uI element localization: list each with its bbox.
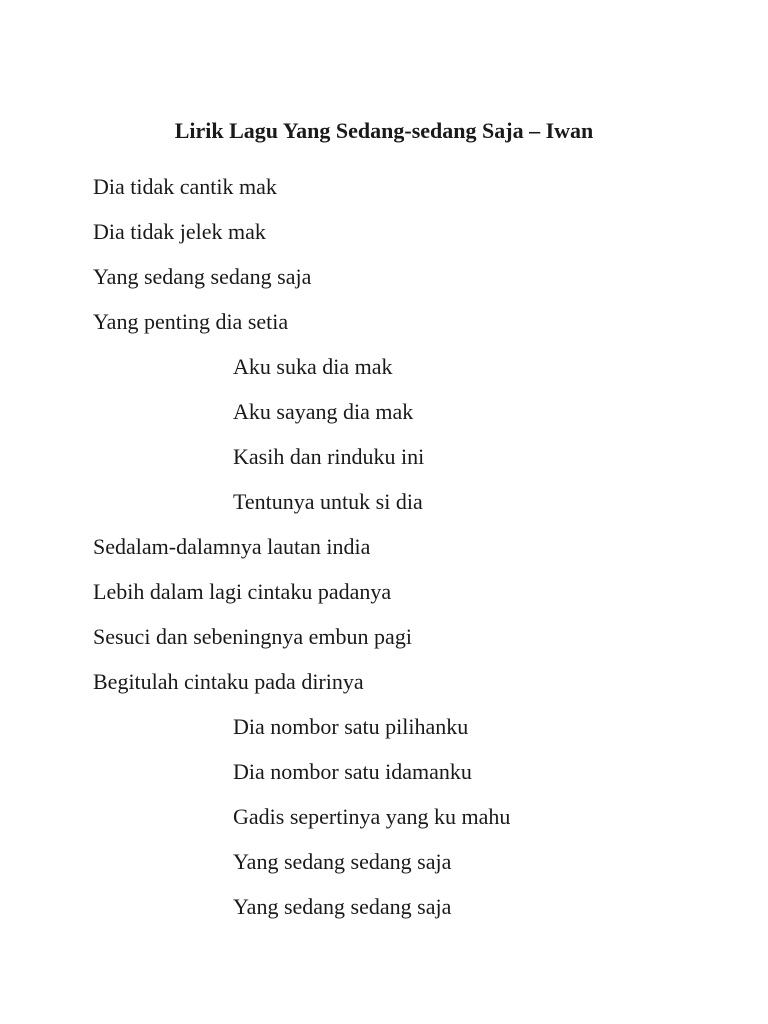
lyric-line: Sesuci dan sebeningnya embun pagi [93, 624, 412, 649]
lyric-line: Yang sedang sedang saja [233, 849, 452, 874]
lyric-line: Dia nombor satu idamanku [233, 759, 472, 784]
lyric-line: Aku suka dia mak [233, 354, 393, 379]
lyric-line: Dia tidak jelek mak [93, 219, 266, 244]
lyric-line: Tentunya untuk si dia [233, 489, 423, 514]
lyric-line: Sedalam-dalamnya lautan india [93, 534, 371, 559]
lyric-line: Yang penting dia setia [93, 309, 289, 334]
lyric-line: Yang sedang sedang saja [233, 894, 452, 919]
lyric-line: Kasih dan rinduku ini [233, 444, 425, 469]
lyric-line: Aku sayang dia mak [233, 399, 414, 424]
lyric-line: Begitulah cintaku pada dirinya [93, 669, 364, 694]
page-title: Lirik Lagu Yang Sedang-sedang Saja – Iwan [174, 118, 594, 143]
lyric-line: Dia tidak cantik mak [93, 174, 277, 199]
lyric-line: Lebih dalam lagi cintaku padanya [93, 579, 392, 604]
lyric-line: Gadis sepertinya yang ku mahu [233, 804, 511, 829]
lyric-line: Yang sedang sedang saja [93, 264, 312, 289]
lyric-line: Dia nombor satu pilihanku [233, 714, 469, 739]
